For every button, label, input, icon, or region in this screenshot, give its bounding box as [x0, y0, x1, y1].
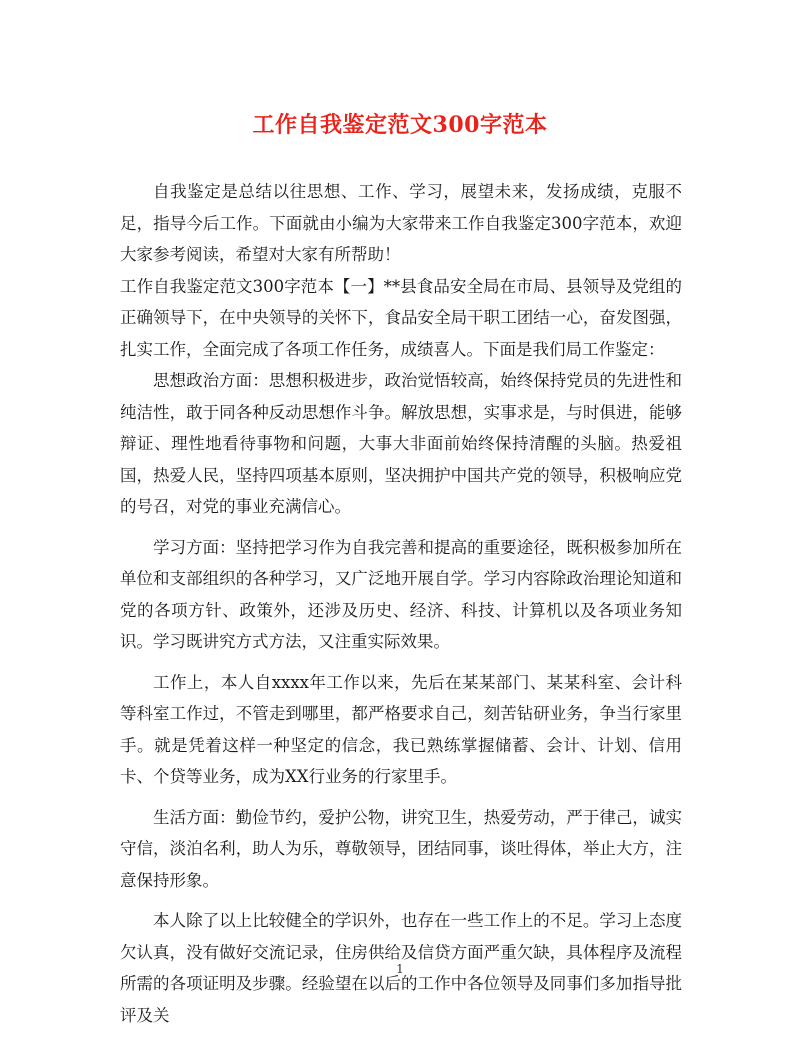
- paragraph-work: 工作上，本人自xxxx年工作以来，先后在某某部门、某某科室、会计科等科室工作过，不管走到哪里，都严格要求自己，刻苦钻研业务，争当行家里手。就是凭着这样一种坚定的信念，我已熟练掌握储蓄、会计、计划、信用卡、个贷等业务，成为XX行业务的行家里手。: [120, 672, 682, 786]
- document-title: 工作自我鉴定范文300字范本: [252, 112, 548, 138]
- paragraph-life: 生活方面：勤俭节约，爱护公物，讲究卫生，热爱劳动，严于律己，诚实守信，淡泊名利，助人为乐，尊敬领导，团结同事，谈吐得体，举止大方，注意保持形象。: [120, 807, 682, 890]
- intro-paragraph: 自我鉴定是总结以往思想、工作、学习，展望未来，发扬成绩，克服不足，指导今后工作。下面就由小编为大家带来工作自我鉴定300字范本，欢迎大家参考阅读，希望对大家有所帮助！: [120, 182, 682, 264]
- paragraph-study: 学习方面：坚持把学习作为自我完善和提高的重要途径，既积极参加所在单位和支部组织的各种学习，又广泛地开展自学。学习内容除政治理论知道和党的各项方针、政策外，还涉及历史、经济、科技、计算机以及各项业务知识。学习既讲究方式方法，又注重实际效果。: [120, 537, 682, 651]
- sample-paragraph: [120, 271, 682, 366]
- sample-heading: 工作自我鉴定范文300字范本【一】: [120, 276, 384, 296]
- paragraph-politics: 思想政治方面：思想积极进步，政治觉悟较高，始终保持党员的先进性和纯洁性，敢于同各种反动思想作斗争。解放思想，实事求是，与时俱进，能够辩证、理性地看待事物和问题，大事大非面前始终保持清醒的头脑。热爱祖国，热爱人民，坚持四项基本原则，坚决拥护中国共产党的领导，积极响应党的号召，对党的事业充满信心。: [120, 371, 682, 516]
- page-number: 1: [396, 962, 404, 976]
- document-body: [120, 176, 682, 1031]
- sample-lead: **县食品安全局在市局、县领导及党组的正确领导下，在中央领导的关怀下，食品安全局干职工团结一心，奋发图强，扎实工作，全面完成了各项工作任务，成绩喜人。下面是我们局工作鉴定：: [120, 276, 682, 359]
- paragraph-shortcomings: 本人除了以上比较健全的学识外，也存在一些工作上的不足。学习上态度欠认真，没有做好交流记录，住房供给及信贷方面严重欠缺，具体程序及流程所需的各项证明及步骤。经验望在以后的工作中各位领导及同事们多加指导批评及关: [120, 911, 682, 1025]
